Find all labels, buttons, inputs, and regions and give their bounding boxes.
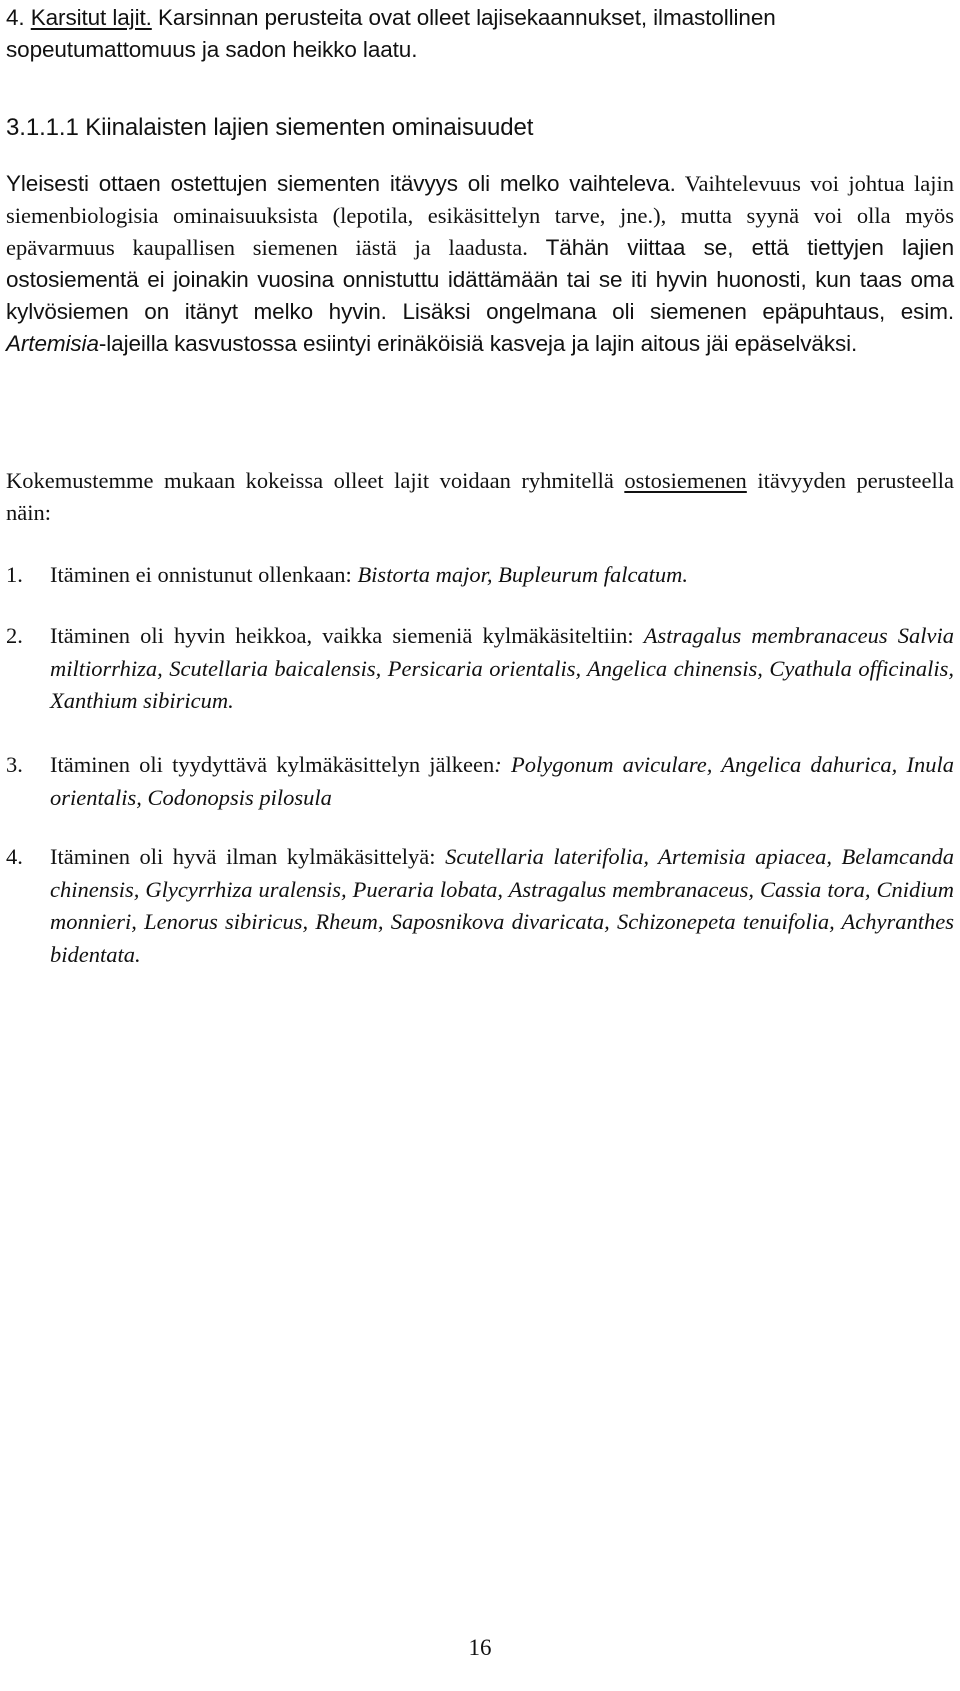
paragraph-1-sentence-1: Yleisesti ottaen ostettujen siementen itävyys oli melko vaihteleva. [6,171,676,196]
ostosiemenen-term: ostosiemenen [624,468,747,493]
list-item-lead: Itäminen oli hyvä ilman kylmäkäsittelyä: [50,844,446,869]
list-item [6,749,954,814]
karsitut-lajit-paragraph [6,2,954,66]
list-item-lead: Itäminen ei onnistunut ollenkaan: [50,562,358,587]
list-item-number: 2. [6,623,23,648]
list-item-body [50,620,954,718]
list-item-species: Scutellaria laterifolia, Artemisia apiacea, Belamcanda chinensis, Glycyrrhiza uralensis, Pueraria lobata, Astragalus membranaceus, Cassia tora, Cnidium monnieri, Lenorus sibiricus, Rheum, Saposnikova divaricata, Schizonepeta tenuifolia, Achyranthes bidentata. [50,844,954,967]
seed-properties-paragraph [6,168,954,360]
list-item-number: 4. [6,844,23,869]
karsitut-lajit-number: 4. [6,5,25,30]
list-item-species: : Polygonum aviculare, Angelica dahurica, Inula orientalis, Codonopsis pilosula [50,752,954,810]
list-item-body [50,559,954,592]
list-item-species: Astragalus membranaceus Salvia miltiorrhiza, Scutellaria baicalensis, Persicaria orientalis, Angelica chinensis, Cyathula officinalis, Xanthium sibiricum. [50,623,954,713]
section-heading: 3.1.1.1 Kiinalaisten lajien siementen ominaisuudet [6,114,534,141]
grouping-text-a: Kokemustemme mukaan kokeissa olleet lajit voidaan ryhmitellä [6,468,614,493]
list-item [6,620,954,718]
paragraph-1-sentence-3: Tähän viittaa se, että tiettyjen lajien ostosiementä ei joinakin vuosina onnistuttu idättämään tai se iti hyvin huonosti, kun taas oma kylvösiemen on itänyt melko hyvin. Lisäksi ongelmana oli siemenen epäpuhtaus, esim. [6,235,954,324]
list-item-body [50,749,954,814]
grouping-paragraph [6,465,954,529]
page-number: 16 [468,1635,492,1660]
list-item [6,559,954,592]
list-item [6,841,954,971]
artemisia-term: Artemisia [6,331,99,356]
list-item-number: 1. [6,562,23,587]
list-item-body [50,841,954,971]
paragraph-1-sentence-2: Vaihtelevuus voi johtua lajin siemenbiologisia ominaisuuksista (lepotila, esikäsittelyn tarve, jne.), mutta syynä voi olla myös epävarmuus kaupallisen siemenen iästä ja laadusta. [6,171,954,260]
list-item-species: Bistorta major, Bupleurum falcatum. [357,562,689,587]
list-item-lead: Itäminen oli tyydyttävä kylmäkäsittelyn jälkeen [50,752,495,777]
list-item-number: 3. [6,752,23,777]
karsitut-lajit-text: Karsinnan perusteita ovat olleet lajisekaannukset, ilmastollinen sopeutumattomuus ja sadon heikko laatu. [6,5,776,62]
grouping-text-b: itävyyden perusteella näin: [6,468,954,525]
karsitut-lajit-title: Karsitut lajit. [30,5,152,30]
list-item-lead: Itäminen oli hyvin heikkoa, vaikka siemeniä kylmäkäsiteltiin: [50,623,644,648]
paragraph-1-sentence-4: -lajeilla kasvustossa esiintyi erinäköisiä kasveja ja lajin aitous jäi epäselväksi. [98,331,858,356]
